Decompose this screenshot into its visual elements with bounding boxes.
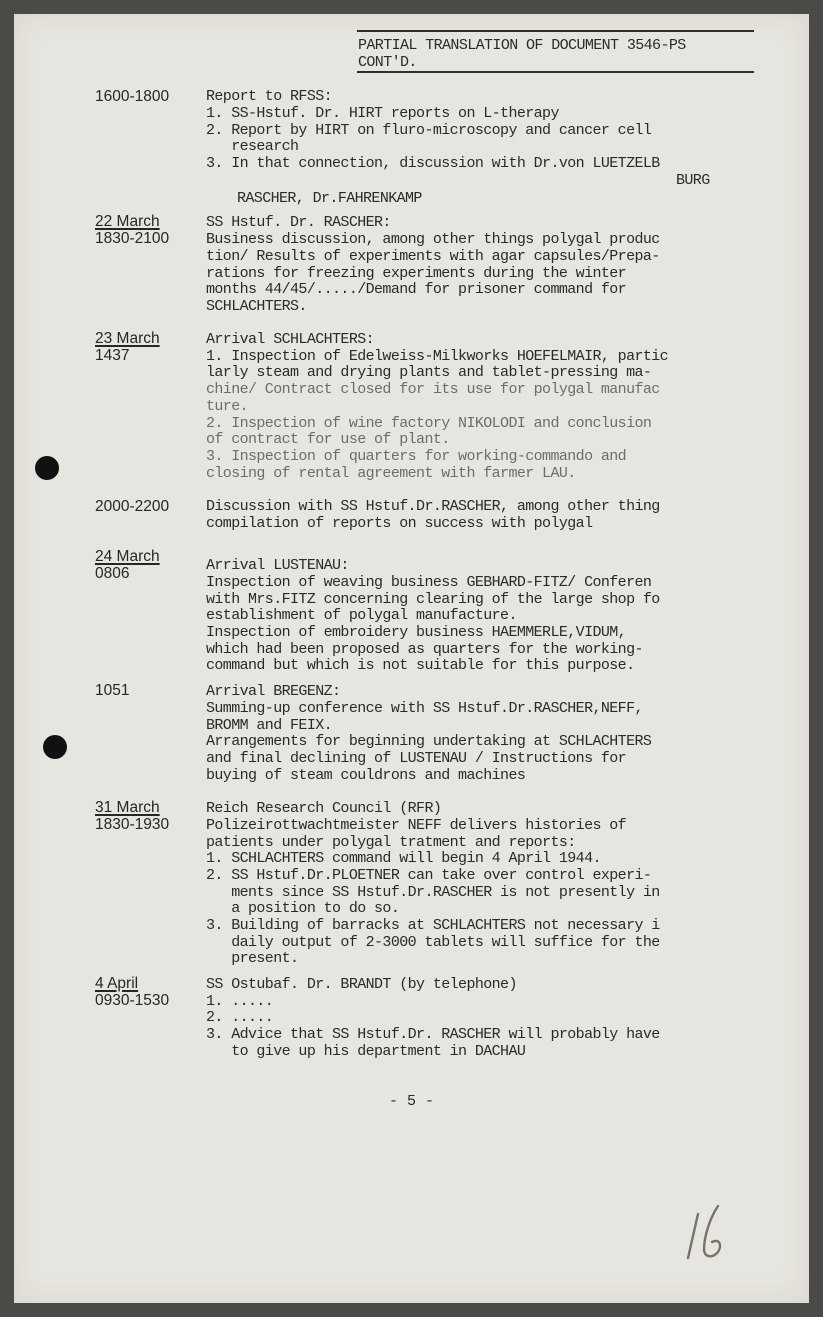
entry-line: Reich Research Council (RFR) xyxy=(206,800,442,817)
entry-line: RASCHER, Dr.FAHRENKAMP xyxy=(237,190,422,207)
page-number: - 5 - xyxy=(388,1093,434,1110)
entry-line: 1. SCHLACHTERS command will begin 4 April 1944. xyxy=(206,850,601,867)
binder-hole xyxy=(43,735,67,759)
entry-line: buying of steam couldrons and machines xyxy=(206,767,526,784)
entry-line: daily output of 2-3000 tablets will suffice for the xyxy=(206,934,660,951)
header-continued: CONT'D. xyxy=(358,54,417,71)
entry-line: with Mrs.FITZ concerning clearing of the large shop fo xyxy=(206,591,660,608)
entry-line: 3. Inspection of quarters for working-commando and xyxy=(206,448,627,465)
entry-time: 2000-2200 xyxy=(95,498,170,515)
entry-time: 1830-1930 xyxy=(95,816,170,833)
entry-line: ture. xyxy=(206,398,249,415)
entry-date: 31 March xyxy=(95,799,160,816)
entry-line: SCHLACHTERS. xyxy=(206,298,307,315)
entry-line: 1. SS-Hstuf. Dr. HIRT reports on L-therapy xyxy=(206,105,559,122)
header-top-rule xyxy=(357,30,754,32)
entry-line: present. xyxy=(206,950,299,967)
entry-date: 22 March xyxy=(95,213,160,230)
binder-hole xyxy=(35,456,59,480)
entry-line: 3. Advice that SS Hstuf.Dr. RASCHER will probably have xyxy=(206,1026,660,1043)
entry-line: BROMM and FEIX. xyxy=(206,717,333,734)
entry-line: of contract for use of plant. xyxy=(206,431,450,448)
entry-line: Report to RFSS: xyxy=(206,88,333,105)
entry-line: and final declining of LUSTENAU / Instructions for xyxy=(206,750,627,767)
handwritten-page-mark xyxy=(682,1200,732,1260)
entry-line: 2. SS Hstuf.Dr.PLOETNER can take over control experi- xyxy=(206,867,652,884)
entry-time: 1830-2100 xyxy=(95,230,170,247)
entry-line: 3. In that connection, discussion with Dr.von LUETZELB xyxy=(206,155,660,172)
header-title: PARTIAL TRANSLATION OF DOCUMENT 3546-PS xyxy=(358,37,686,54)
entry-line: compilation of reports on success with polygal xyxy=(206,515,593,532)
entry-date: 4 April xyxy=(95,975,139,992)
entry-time: 1437 xyxy=(95,347,130,364)
entry-line: Arrangements for beginning undertaking at SCHLACHTERS xyxy=(206,733,652,750)
entry-line: to give up his department in DACHAU xyxy=(206,1043,526,1060)
entry-line: ments since SS Hstuf.Dr.RASCHER is not presently in xyxy=(206,884,660,901)
entry-line: tion/ Results of experiments with agar capsules/Prepa- xyxy=(206,248,660,265)
entry-line: command but which is not suitable for this purpose. xyxy=(206,657,635,674)
entry-time: 1051 xyxy=(95,682,130,699)
entry-line: SS Ostubaf. Dr. BRANDT (by telephone) xyxy=(206,976,517,993)
entry-line: rations for freezing experiments during the winter xyxy=(206,265,627,282)
entry-line: which had been proposed as quarters for the working- xyxy=(206,641,643,658)
entry-line: 2. Inspection of wine factory NIKOLODI and conclusion xyxy=(206,415,652,432)
entry-line: Polizeirottwachtmeister NEFF delivers histories of xyxy=(206,817,627,834)
entry-line: patients under polygal tratment and reports: xyxy=(206,834,576,851)
entry-time: 1600-1800 xyxy=(95,88,170,105)
entry-time: 0806 xyxy=(95,565,130,582)
entry-date: 23 March xyxy=(95,330,160,347)
entry-line: 1. Inspection of Edelweiss-Milkworks HOEFELMAIR, partic xyxy=(206,348,669,365)
entry-line: SS Hstuf. Dr. RASCHER: xyxy=(206,214,391,231)
entry-line: BURG xyxy=(676,172,710,189)
entry-line: establishment of polygal manufacture. xyxy=(206,607,517,624)
entry-line: 1. ..... xyxy=(206,993,274,1010)
entry-line: research xyxy=(206,138,299,155)
entry-line: chine/ Contract closed for its use for polygal manufac xyxy=(206,381,660,398)
entry-line: a position to do so. xyxy=(206,900,400,917)
entry-line: Summing-up conference with SS Hstuf.Dr.RASCHER,NEFF, xyxy=(206,700,643,717)
entry-date: 24 March xyxy=(95,548,160,565)
entry-line: larly steam and drying plants and tablet-pressing ma- xyxy=(206,364,652,381)
entry-line: 2. Report by HIRT on fluro-microscopy and cancer cell xyxy=(206,122,652,139)
entry-line: Inspection of embroidery business HAEMMERLE,VIDUM, xyxy=(206,624,627,641)
entry-line: months 44/45/...../Demand for prisoner command for xyxy=(206,281,627,298)
entry-line: Discussion with SS Hstuf.Dr.RASCHER, among other thing xyxy=(206,498,660,515)
entry-line: 2. ..... xyxy=(206,1009,274,1026)
entry-line: Arrival SCHLACHTERS: xyxy=(206,331,375,348)
entry-line: Inspection of weaving business GEBHARD-FITZ/ Conferen xyxy=(206,574,652,591)
entry-line: Business discussion, among other things polygal produc xyxy=(206,231,660,248)
entry-line: closing of rental agreement with farmer LAU. xyxy=(206,465,576,482)
entry-time: 0930-1530 xyxy=(95,992,170,1009)
entry-line: Arrival LUSTENAU: xyxy=(206,557,349,574)
entry-line: 3. Building of barracks at SCHLACHTERS not necessary i xyxy=(206,917,660,934)
header-bottom-rule xyxy=(357,71,754,73)
entry-line: Arrival BREGENZ: xyxy=(206,683,341,700)
